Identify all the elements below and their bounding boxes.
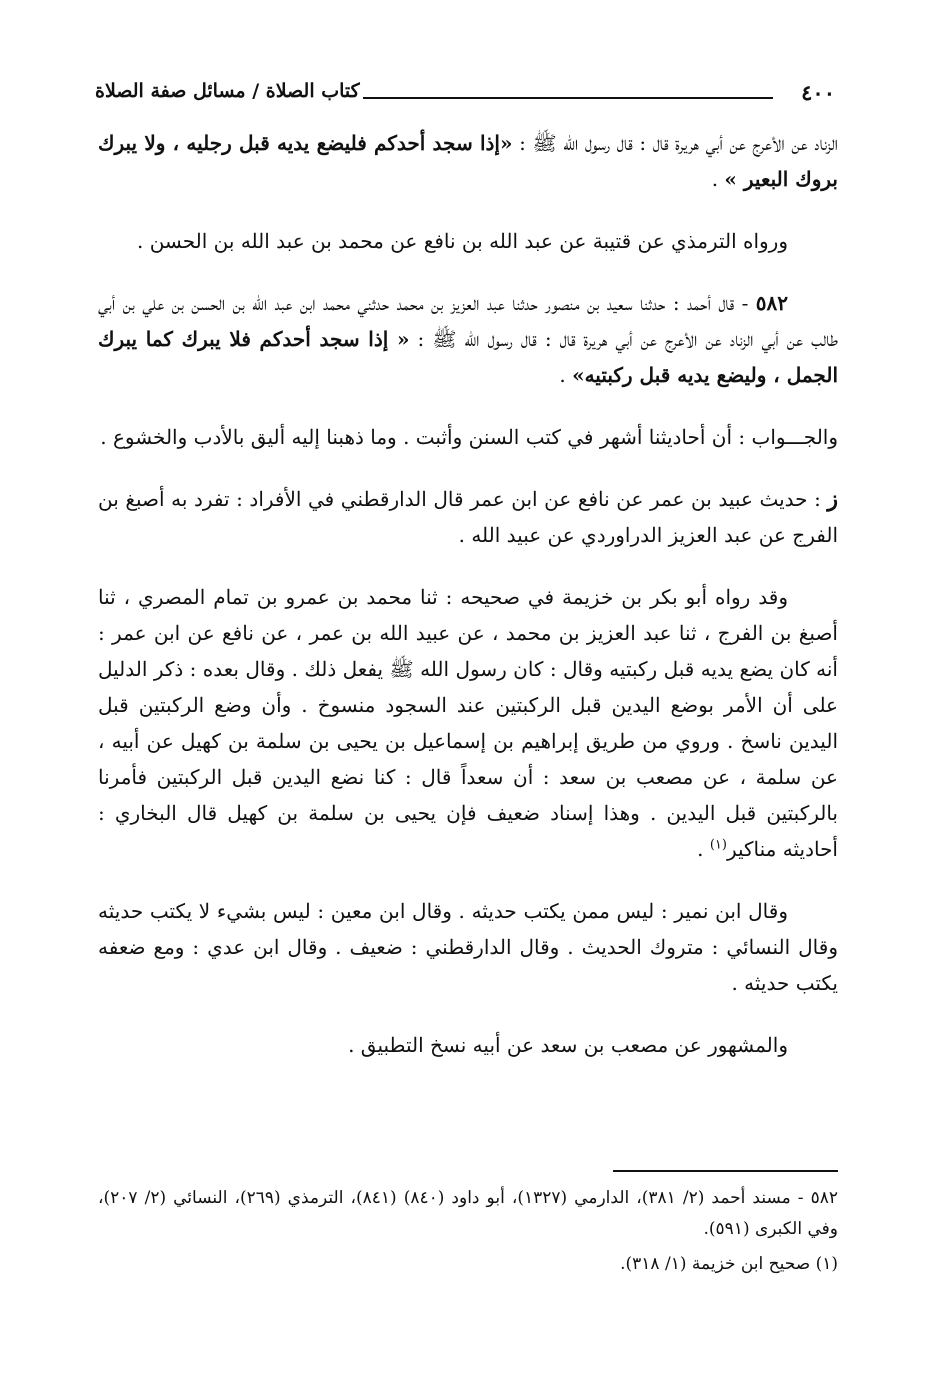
footnotes — [98, 1183, 838, 1284]
header-rule — [363, 97, 773, 99]
paragraph-text: وقد رواه أبو بكر بن خزيمة في صحيحه : ثنا محمد بن عمرو بن تمام المصري ، ثنا أصبغ بن الفرج ، ثنا عبد العزيز بن محمد ، عن عبيد الله بن عمر ، عن نافع عن ابن عمر : أنه كان يضع يديه قبل ركبتيه وقال : كان رسول الله ﷺ يفعل ذلك . وقال بعده : ذكر الدليل على أن الأمر بوضع اليدين قبل الركبتين عند السجود منسوخ . وأن وضع الركبتين قبل اليدين ناسخ . وروي من طريق إبراهيم بن إسماعيل بن يحيى بن سلمة بن كهيل عن أبيه ، عن سلمة ، عن مصعب بن سعد : أن سعداً قال : كنا نضع اليدين قبل الركبتين فأمرنا بالركبتين قبل اليدين . وهذا إسناد ضعيف فإن يحيى بن سلمة بن كهيل قال البخاري : أحاديثه مناكير — [98, 585, 838, 861]
paragraph-text: - قال أحمد : حدثنا سعيد بن منصور حدثنا عبد العزيز بن محمد حدثني محمد ابن عبد الله بن الحسن بن علي بن أبي طالب عن أبي الزناد عن الأعرج عن أبي هريرة قال : قال رسول الله ﷺ : — [98, 291, 839, 351]
hadith-quote: « إذا سجد أحدكم فلا يبرك كما يبرك الجمل ، وليضع يديه قبل ركبتيه» — [98, 327, 838, 387]
paragraph-zay — [98, 481, 838, 553]
paragraph-narrator-criticism: وقال ابن نمير : ليس ممن يكتب حديثه . وقال ابن معين : ليس بشيء لا يكتب حديثه وقال النسائي : متروك الحديث . وقال الدارقطني : ضعيف . وقال ابن عدي : ومع ضعفه يكتب حديثه . — [98, 899, 838, 995]
paragraph-tirmidhi: ورواه الترمذي عن قتيبة عن عبد الله بن نافع عن محمد بن عبد الله بن الحسن . — [136, 229, 788, 253]
footnote-1: (١) صحيح ابن خزيمة (١/ ٣١٨). — [620, 1254, 838, 1274]
paragraph-answer: والجـــواب : أن أحاديثنا أشهر في كتب السنن وأثبت . وما ذهبنا إليه أليق بالأدب والخشوع . — [100, 425, 838, 449]
running-title: كتاب الصلاة / مسائل صفة الصلاة — [95, 80, 360, 102]
paragraph-conclusion: والمشهور عن مصعب بن سعد عن أبيه نسخ التطبيق . — [348, 1033, 788, 1057]
paragraph-hadith-continuation — [98, 125, 838, 197]
paragraph-ibn-khuzayma — [98, 579, 838, 867]
page-number: ٤٠٠ — [801, 80, 835, 105]
paragraph-end: . — [559, 363, 573, 387]
section-mark: ز — [827, 486, 838, 512]
footnote-582: ٥٨٢ - مسند أحمد (٢/ ٣٨١)، الدارمي (١٣٢٧)، أبو داود (٨٤٠) (٨٤١)، الترمذي (٢٦٩)، النسائي (٢/ ٢٠٧)، وفي الكبرى (٥٩١). — [98, 1188, 839, 1239]
paragraph-text: الزناد عن الأعرج عن أبي هريرة قال : قال رسول الله ﷺ : — [512, 131, 838, 155]
paragraph-end: . — [711, 167, 725, 191]
page-header — [95, 78, 835, 114]
hadith-number: ٥٨٢ — [755, 291, 788, 315]
main-text — [98, 125, 838, 1089]
hadith-quote: «إذا سجد أحدكم فليضع يديه قبل رجليه ، ولا يبرك بروك البعير » — [98, 131, 838, 191]
paragraph-582 — [98, 285, 838, 393]
footnote-reference: (١) — [709, 837, 727, 853]
paragraph-text: : حديث عبيد بن عمر عن نافع عن ابن عمر قال الدارقطني في الأفراد : تفرد به أصبغ بن الفرج عن عبد العزيز الدراوردي عن عبيد الله . — [98, 487, 838, 547]
paragraph-end: . — [697, 837, 710, 861]
footnote-separator — [613, 1170, 838, 1172]
